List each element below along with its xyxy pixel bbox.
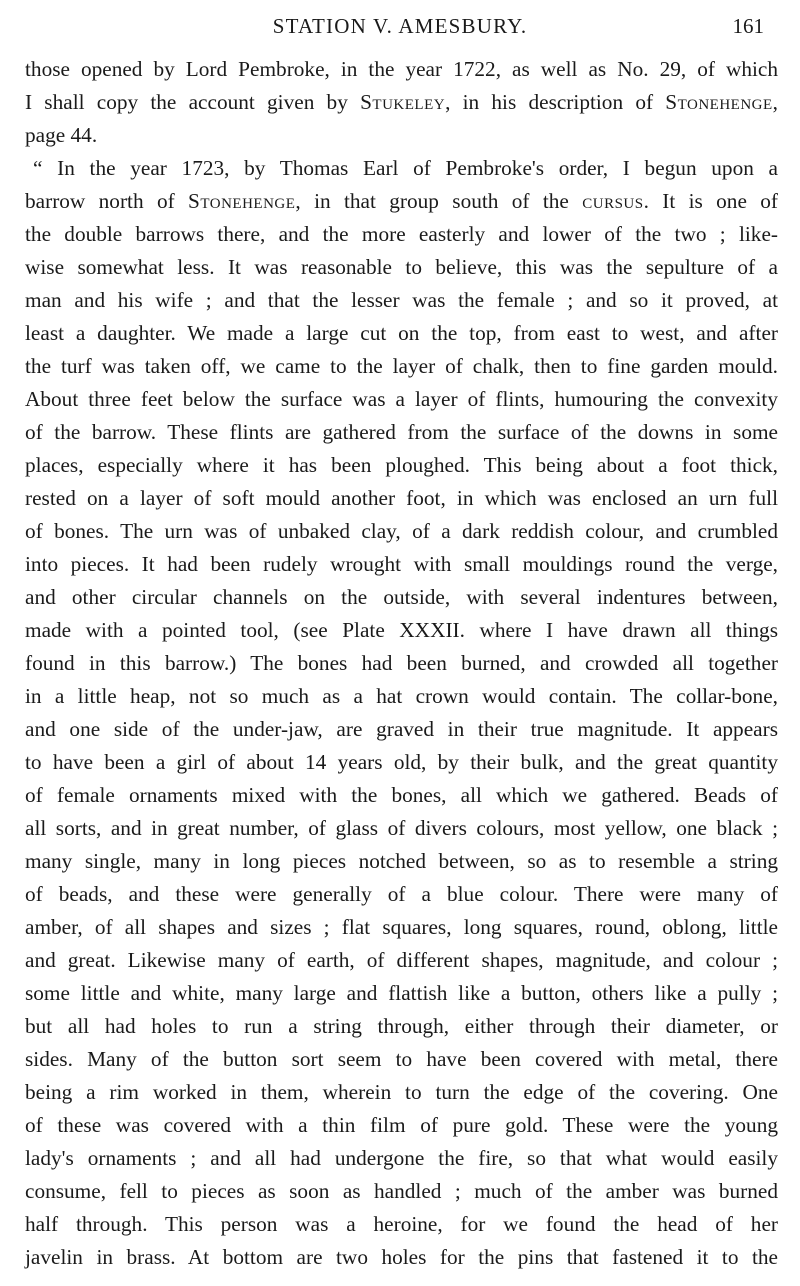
text-line [25, 1208, 778, 1241]
text-segment: of female ornaments mixed with the bones, all which we gathered. Beads of [25, 783, 778, 807]
text-line [25, 1241, 778, 1274]
text-line [25, 86, 778, 119]
text-segment: and other circular channels on the outside, with several indentures between, [25, 585, 778, 609]
text-line [25, 911, 778, 944]
small-caps-term: Stukeley [360, 90, 446, 114]
page-header [0, 14, 800, 46]
text-line [25, 317, 778, 350]
text-line [25, 119, 778, 152]
text-line [25, 1043, 778, 1076]
text-line [25, 251, 778, 284]
text-segment: barrow north of [25, 189, 189, 213]
text-line [25, 515, 778, 548]
text-segment: the double barrows there, and the more easterly and lower of the two ; like- [25, 222, 778, 246]
text-line [25, 1109, 778, 1142]
text-segment: of bones. The urn was of unbaked clay, of a dark reddish colour, and crumbled [25, 519, 778, 543]
running-title: STATION V. AMESBURY. [272, 14, 528, 38]
text-line [25, 878, 778, 911]
text-line [25, 647, 778, 680]
text-segment: javelin in brass. At bottom are two holes for the pins that fastened it to the [25, 1245, 778, 1269]
text-line [25, 185, 778, 218]
text-line [25, 482, 778, 515]
text-segment: man and his wife ; and that the lesser was the female ; and so it proved, at [25, 288, 778, 312]
text-segment: amber, of all shapes and sizes ; flat squares, long squares, round, oblong, little [25, 915, 778, 939]
text-segment: . It is one of [643, 189, 778, 213]
text-line [25, 713, 778, 746]
text-segment: “ In the year 1723, by Thomas Earl of Pembroke's order, I begun upon a [33, 156, 778, 180]
text-segment: , in that group south of the [295, 189, 583, 213]
text-line [25, 812, 778, 845]
text-segment: places, especially where it has been ploughed. This being about a foot thick, [25, 453, 778, 477]
text-segment: to have been a girl of about 14 years old, by their bulk, and the great quantity [25, 750, 778, 774]
text-line [25, 218, 778, 251]
text-line [25, 548, 778, 581]
page-number: 161 [732, 14, 764, 38]
text-line [25, 779, 778, 812]
text-segment: many single, many in long pieces notched between, so as to resemble a string [25, 849, 778, 873]
text-line [25, 1076, 778, 1109]
text-line [25, 944, 778, 977]
text-line [25, 1142, 778, 1175]
text-segment: , [772, 90, 778, 114]
text-segment: sides. Many of the button sort seem to have been covered with metal, there [25, 1047, 778, 1071]
text-line [25, 845, 778, 878]
text-segment: rested on a layer of soft mould another foot, in which was enclosed an urn full [25, 486, 778, 510]
text-segment: all sorts, and in great number, of glass of divers colours, most yellow, one black ; [25, 816, 778, 840]
text-segment: some little and white, many large and flattish like a button, others like a pully ; [25, 981, 778, 1005]
text-segment: I shall copy the account given by [25, 90, 361, 114]
text-line [25, 350, 778, 383]
text-line [25, 746, 778, 779]
text-line [25, 614, 778, 647]
text-line [25, 977, 778, 1010]
text-segment: into pieces. It had been rudely wrought with small mouldings round the verge, [25, 552, 778, 576]
small-caps-term: Stonehenge [188, 189, 296, 213]
text-segment: of beads, and these were generally of a blue colour. There were many of [25, 882, 778, 906]
text-segment: lady's ornaments ; and all had undergone the fire, so that what would easily [25, 1146, 778, 1170]
body-text [25, 53, 778, 1274]
text-segment: consume, fell to pieces as soon as handled ; much of the amber was burned [25, 1179, 778, 1203]
text-segment: , in his description of [445, 90, 666, 114]
text-segment: being a rim worked in them, wherein to turn the edge of the covering. One [25, 1080, 778, 1104]
text-line [25, 1175, 778, 1208]
text-segment: and one side of the under-jaw, are graved in their true magnitude. It appears [25, 717, 778, 741]
text-line [25, 284, 778, 317]
small-caps-term: cursus [582, 189, 644, 213]
text-line [25, 152, 778, 185]
text-segment: About three feet below the surface was a layer of flints, humouring the convexity [25, 387, 778, 411]
text-line [25, 680, 778, 713]
text-line [25, 581, 778, 614]
small-caps-term: Stonehenge [665, 90, 773, 114]
text-line [25, 53, 778, 86]
text-segment: the turf was taken off, we came to the layer of chalk, then to fine garden mould. [25, 354, 778, 378]
text-segment: half through. This person was a heroine, for we found the head of her [25, 1212, 778, 1236]
text-segment: wise somewhat less. It was reasonable to believe, this was the sepulture of a [25, 255, 778, 279]
text-segment: in a little heap, not so much as a hat crown would contain. The collar-bone, [25, 684, 778, 708]
text-segment: made with a pointed tool, (see Plate XXXII. where I have drawn all things [25, 618, 778, 642]
text-line [25, 1010, 778, 1043]
text-line [25, 449, 778, 482]
text-segment: page 44. [25, 123, 98, 147]
text-segment: of these was covered with a thin film of pure gold. These were the young [25, 1113, 778, 1137]
text-segment: least a daughter. We made a large cut on the top, from east to west, and after [25, 321, 778, 345]
text-segment: of the barrow. These flints are gathered from the surface of the downs in some [25, 420, 778, 444]
text-segment: and great. Likewise many of earth, of different shapes, magnitude, and colour ; [25, 948, 778, 972]
text-segment: those opened by Lord Pembroke, in the year 1722, as well as No. 29, of which [25, 57, 778, 81]
text-segment: found in this barrow.) The bones had been burned, and crowded all together [25, 651, 778, 675]
text-line [25, 416, 778, 449]
text-segment: but all had holes to run a string through, either through their diameter, or [25, 1014, 778, 1038]
text-line [25, 383, 778, 416]
